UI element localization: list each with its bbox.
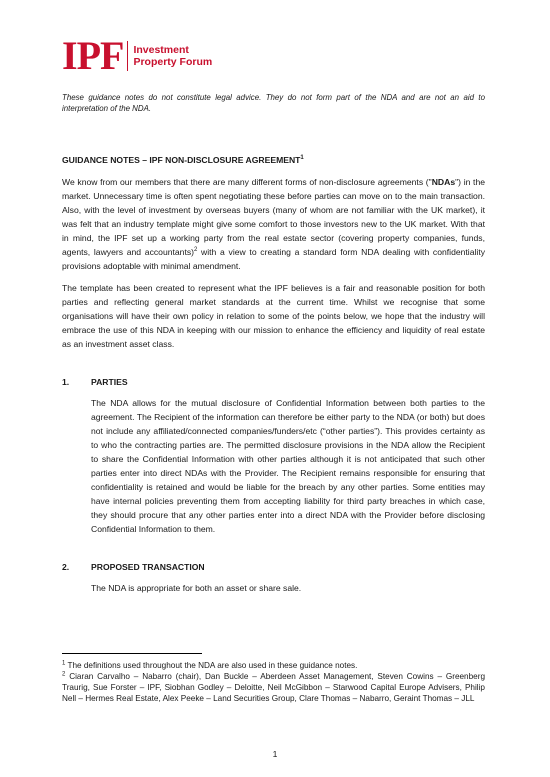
document-body xyxy=(62,92,485,603)
page-number: 1 xyxy=(272,749,278,759)
footnotes xyxy=(62,653,485,704)
intro-p1-a: We know from our members that there are many different forms of non-disclosure agreements (" xyxy=(62,177,432,187)
intro-paragraph-1 xyxy=(62,175,485,273)
document-title xyxy=(62,154,485,166)
logo-line-2: Property Forum xyxy=(133,56,213,68)
footnote-mark: 2 xyxy=(62,671,66,678)
section-body: The NDA is appropriate for both an asset or share sale. xyxy=(91,583,302,593)
section-proposed-transaction xyxy=(62,560,485,595)
footnote-mark: 1 xyxy=(62,660,66,667)
section-number: 1. xyxy=(62,377,70,387)
logo-divider xyxy=(127,41,128,71)
logo-mark: IPF xyxy=(62,33,124,78)
logo-line-1: Investment xyxy=(133,44,189,56)
footnote-text: The definitions used throughout the NDA are also used in these guidance notes. xyxy=(65,661,358,670)
intro-footnote-ref: 2 xyxy=(194,247,198,254)
title-footnote-ref: 1 xyxy=(300,155,304,162)
title-text: GUIDANCE NOTES – IPF NON-DISCLOSURE AGREEMENT xyxy=(62,155,301,165)
disclaimer: These guidance notes do not constitute legal advice. They do not form part of the NDA and are not an aid to interpretation of the NDA. xyxy=(62,93,485,113)
intro-p1-b: ") in the market. Unnecessary time is often spent negotiating these before parties can move on to the main transaction. Also, with the level of investment by overseas buyers (many of whom are not familiar with the UK market), it was felt that an industry template might give some comfort to those investors new to the UK market. With that in mind, the IPF set up a working party from the real estate sector (covering property companies, funds, agents, lawyers and accountants) xyxy=(62,177,485,257)
footnote-divider xyxy=(62,653,202,654)
footnote-2 xyxy=(62,671,485,704)
section-heading xyxy=(62,375,485,389)
section-number: 2. xyxy=(62,562,70,572)
section-heading xyxy=(62,560,485,574)
intro-p1-c: with a view to creating a standard form NDA dealing with confidentiality provisions adoptable with minimal amendment. xyxy=(62,247,486,271)
section-title: PROPOSED TRANSACTION xyxy=(91,562,205,572)
section-title: PARTIES xyxy=(91,377,128,387)
intro-p1-bold: NDAs xyxy=(431,177,456,187)
footnote-text: Ciaran Carvalho – Nabarro (chair), Dan Buckle – Aberdeen Asset Management, Steven Cowins – Greenberg Traurig, Sue Forster – IPF, Siobhan Godley – Deloitte, Neil McGibbon – Starwood Capital Europe Advisers, Philip Nell – Hermes Real Estate, Alex Peeke – Land Securities Group, Clare Thomas – Nabarro, Geraint Thomas – JLL xyxy=(62,672,485,703)
intro-paragraph-2: The template has been created to represent what the IPF believes is a fair and reasonable position for both parties and reflecting general market standards at the current time. Whilst we recognise that some organisations will have their own policy in relation to some of the points below, we hope that the industry will embrace the use of this NDA in keeping with our mission to enhance the efficiency and liquidity of real estate as an investment asset class. xyxy=(62,283,485,349)
section-body: The NDA allows for the mutual disclosure of Confidential Information between both parties to the agreement. The Recipient of the information can therefore be either party to the NDA (or both) but does not include any affiliated/connected companies/funders/etc (“other parties”). This provides certainty as to who the contracting parties are. The permitted disclosure provisions in the NDA allow the Recipient to share the Confidential Information with other parties although it is not anticipated that such other parties enter into direct NDAs with the Provider. The Recipient remains responsible for ensuring that confidentiality is retained and would be liable for the breach by any other parties. Some entities may have internal policies preventing them from accepting liability for third party breaches in which case, they should procure that any other parties enter into a direct NDA with the Provider before disclosing Confidential Information to them. xyxy=(91,398,485,534)
ipf-logo xyxy=(62,33,213,78)
section-parties xyxy=(62,375,485,536)
logo-wordmark xyxy=(133,44,212,68)
footnote-1 xyxy=(62,660,485,671)
